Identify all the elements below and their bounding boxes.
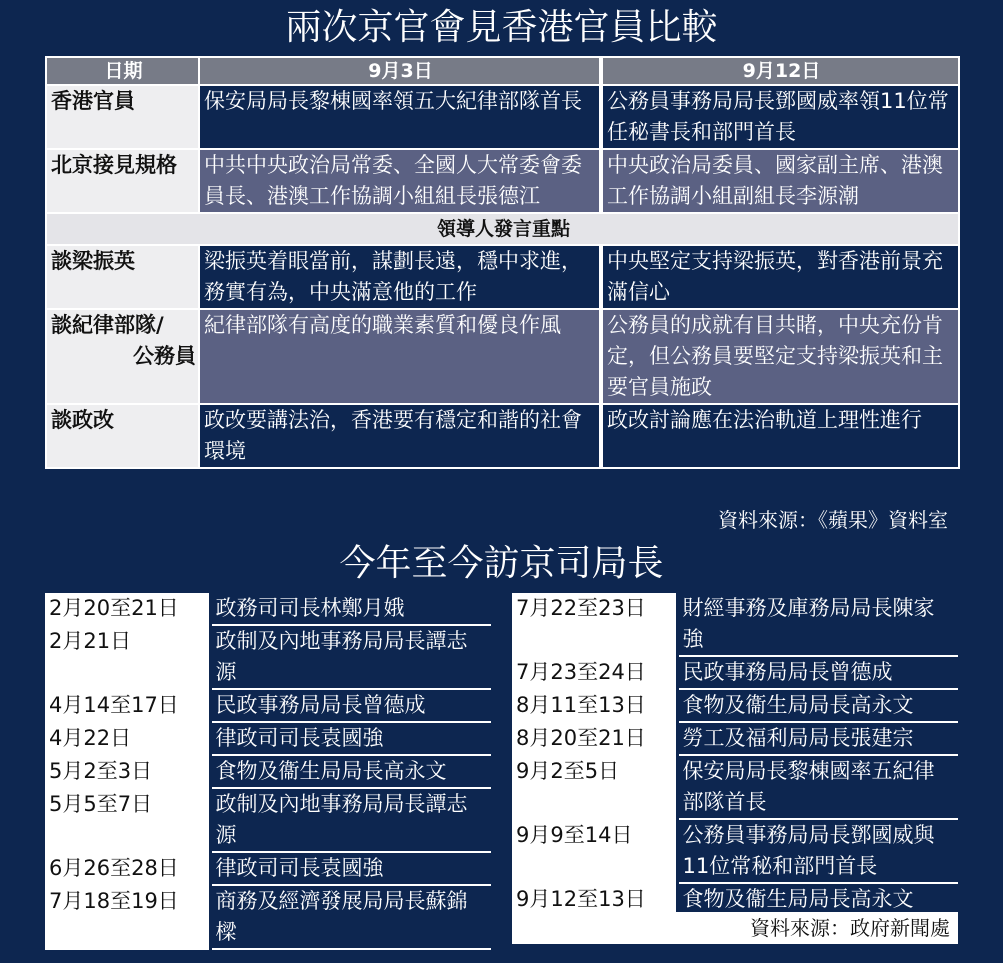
cell: 公務員事務局局長鄧國威率領11位常任秘書長和部門首長 xyxy=(601,85,959,149)
visit-official: 民政事務局局長曾德成 xyxy=(677,656,958,689)
visit-date: 9月2至5日 xyxy=(512,755,677,819)
list-item xyxy=(512,593,958,656)
visit-official: 民政事務局局長曾德成 xyxy=(210,689,491,722)
comparison-title: 兩次京官會見香港官員比較 xyxy=(285,7,718,48)
list-item xyxy=(512,656,958,689)
list-item xyxy=(45,593,491,625)
header-sep12: 9月12日 xyxy=(601,57,959,85)
table-row xyxy=(46,149,959,213)
visit-date: 2月20至21日 xyxy=(45,593,210,625)
visit-official: 商務及經濟發展局局長蘇錦樑 xyxy=(210,885,491,949)
visits-right-list xyxy=(512,593,958,917)
comparison-header-row xyxy=(46,57,959,85)
visit-official: 保安局局長黎棟國率五紀律部隊首長 xyxy=(677,755,958,819)
row-label: 北京接見規格 xyxy=(46,149,199,213)
visits-source: 資料來源：政府新聞處 xyxy=(512,912,958,944)
cell: 政改討論應在法治軌道上理性進行 xyxy=(601,404,959,468)
list-item xyxy=(45,722,491,755)
visits-left-list xyxy=(45,593,491,950)
section-row xyxy=(46,213,959,245)
visit-official: 公務員事務局局長鄧國威與11位常秘和部門首長 xyxy=(677,819,958,883)
cell: 梁振英着眼當前，謀劃長遠，穩中求進，務實有為，中央滿意他的工作 xyxy=(199,245,601,309)
visit-official: 律政司司長袁國強 xyxy=(210,852,491,885)
row-label: 談梁振英 xyxy=(46,245,199,309)
visit-date: 9月12至13日 xyxy=(512,883,677,916)
visit-official: 政務司司長林鄭月娥 xyxy=(210,593,491,625)
list-item xyxy=(512,755,958,819)
list-item xyxy=(45,689,491,722)
visit-date: 8月11至13日 xyxy=(512,689,677,722)
cell: 公務員的成就有目共睹，中央充份肯定，但公務員要堅定支持梁振英和主要官員施政 xyxy=(601,309,959,404)
row-label: 談政改 xyxy=(46,404,199,468)
visit-date: 5月5至7日 xyxy=(45,788,210,852)
cell: 政改要講法治，香港要有穩定和諧的社會環境 xyxy=(199,404,601,468)
list-item xyxy=(512,722,958,755)
visit-official: 勞工及福利局局長張建宗 xyxy=(677,722,958,755)
visit-date: 7月22至23日 xyxy=(512,593,677,656)
list-item xyxy=(512,819,958,883)
visit-official: 食物及衞生局局長高永文 xyxy=(677,883,958,916)
visit-official: 政制及內地事務局局長譚志源 xyxy=(210,788,491,852)
list-item xyxy=(512,689,958,722)
visit-date: 2月21日 xyxy=(45,625,210,689)
table-row xyxy=(46,85,959,149)
row-label-line2: 公務員 xyxy=(133,344,196,368)
visit-date: 4月14至17日 xyxy=(45,689,210,722)
cell: 保安局局長黎棟國率領五大紀律部隊首長 xyxy=(199,85,601,149)
visit-date: 4月22日 xyxy=(45,722,210,755)
row-label: 香港官員 xyxy=(46,85,199,149)
visit-date: 9月9至14日 xyxy=(512,819,677,883)
row-label-line1: 談紀律部隊/ xyxy=(51,313,164,337)
visit-official: 律政司司長袁國強 xyxy=(210,722,491,755)
row-label xyxy=(46,309,199,404)
visit-date: 7月23至24日 xyxy=(512,656,677,689)
cell: 中共中央政治局常委、全國人大常委會委員長、港澳工作協調小組組長張德江 xyxy=(199,149,601,213)
visit-date: 6月26至28日 xyxy=(45,852,210,885)
table-row xyxy=(46,404,959,468)
visit-date: 7月18至19日 xyxy=(45,885,210,949)
comparison-table xyxy=(45,56,960,469)
visit-official: 政制及內地事務局局長譚志源 xyxy=(210,625,491,689)
visit-official: 財經事務及庫務局局長陳家強 xyxy=(677,593,958,656)
list-item xyxy=(45,625,491,689)
visit-date: 5月2至3日 xyxy=(45,755,210,788)
header-sep3: 9月3日 xyxy=(199,57,601,85)
visits-title: 今年至今訪京司局長 xyxy=(339,543,664,584)
list-item xyxy=(45,755,491,788)
cell: 紀律部隊有高度的職業素質和優良作風 xyxy=(199,309,601,404)
header-date: 日期 xyxy=(46,57,199,85)
visit-official: 食物及衞生局局長高永文 xyxy=(210,755,491,788)
table-row xyxy=(46,245,959,309)
visit-date: 8月20至21日 xyxy=(512,722,677,755)
section-heading: 領導人發言重點 xyxy=(46,213,959,245)
comparison-source: 資料來源：《蘋果》資料室 xyxy=(718,508,948,532)
list-item xyxy=(45,852,491,885)
list-item xyxy=(45,885,491,949)
list-item xyxy=(45,788,491,852)
cell: 中央堅定支持梁振英，對香港前景充滿信心 xyxy=(601,245,959,309)
table-row xyxy=(46,309,959,404)
cell: 中央政治局委員、國家副主席、港澳工作協調小組副組長李源潮 xyxy=(601,149,959,213)
visit-official: 食物及衞生局局長高永文 xyxy=(677,689,958,722)
